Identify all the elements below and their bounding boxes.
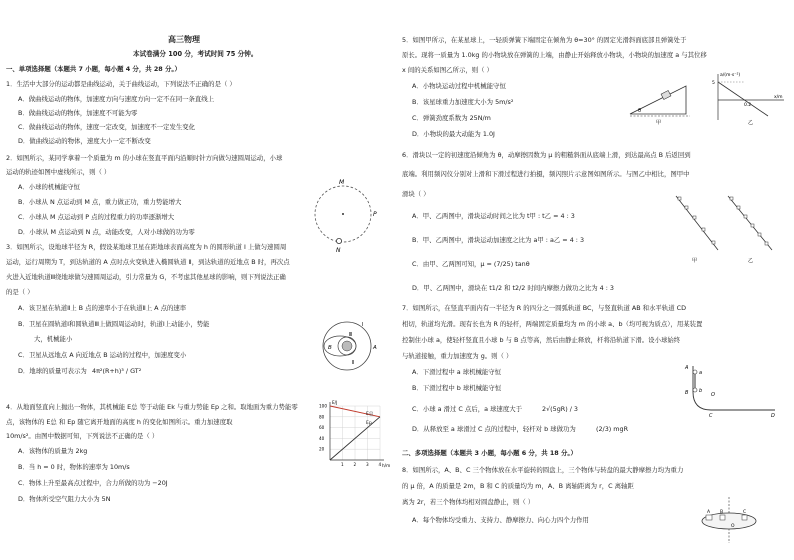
label-b-ball: b: [699, 388, 703, 394]
label-a-axis: a/(m·s⁻²): [720, 73, 741, 78]
question-4-stem-line-1: 4．从地面竖直向上抛出一物体，其机械能 E总 等于动能 Ek 与重力势能 Ep 之和。取地面为重力势能零: [6, 403, 298, 411]
question-5-incline-figure: [626, 80, 696, 126]
x-tick-label: 4: [378, 462, 382, 467]
block-c: [742, 515, 747, 520]
question-3-option-d: D．地球的质量可表示为: [18, 367, 87, 375]
question-5-stem-line-3: x 间的关系如图乙所示，则（ ）: [402, 66, 493, 74]
question-3-option-c: C．卫星从远地点 A 向近地点 B 运动的过程中，加速度变小: [18, 351, 187, 359]
x-tick-label: 3: [366, 462, 369, 467]
block-a: [706, 515, 712, 520]
series-label-0: E总: [366, 411, 374, 417]
question-5-stem-line-1: 5．如图甲所示，在某星球上，一轻质弹簧下端固定在倾角为 θ=30° 的固定光滑斜面底部且弹簧处于: [402, 36, 687, 44]
question-4-option-b: B．当 h = 0 时，物体的速率为 10m/s: [18, 463, 130, 471]
question-8-stem-line-2: 的 μ 倍，A 的质量是 2m，B 和 C 的质量均为 m，A、B 离轴距离为 r，C 离轴距: [402, 482, 634, 490]
y-axis-label: E/J: [332, 400, 338, 405]
page-subtitle: 本试卷满分 100 分，考试时间 75 分钟。: [133, 50, 258, 58]
question-5-option-c: C．弹簧劲度系数为 25N/m: [412, 114, 491, 122]
question-7-option-d: D．从释放至 a 球滑过 C 点的过程中，轻杆对 b 球做功为: [412, 425, 576, 433]
question-8-stem-line-1: 8．如图所示，A、B、C 三个物体放在水平旋转的圆盘上，三个物体与转盘的最大静摩擦力均为重力: [402, 466, 684, 474]
label-c: C: [709, 413, 713, 419]
question-2-option-b: B．小球从 N 点运动到 M 点，重力做正功，重力势能增大: [18, 198, 182, 206]
ball-a: [693, 370, 697, 374]
question-7-option-c-formula: 2√(5gR) / 3: [542, 405, 578, 413]
question-7-option-c: C．小球 a 滑过 C 点后，a 球速度大于: [412, 405, 522, 413]
label-p: P: [373, 211, 377, 218]
question-5-graph-figure: [708, 70, 788, 126]
question-8-option-a: A．每个物体均受重力、支持力、静摩擦力、向心力四个力作用: [412, 516, 589, 524]
question-2-circle-figure: [305, 176, 381, 252]
label-a: A: [373, 345, 377, 351]
question-6-option-c: C．由甲、乙两图可知，μ = (7/25) tanθ: [412, 260, 530, 268]
question-2-stem-line-1: 2．如图所示，某同学拿着一个质量为 m 的小球在竖直平面内沿顺时针方向做匀速圆周运动，小球: [6, 154, 283, 162]
question-3-stem-line-1: 3．如图所示，设地球半径为 R，假设某地球卫星在距地球表面高度为 h 的圆形轨道 Ⅰ 上做匀速圆周: [6, 243, 287, 251]
question-5-stem-line-2: 原长。现将一质量为 1.0kg 的小物块放在弹簧的上端，由静止开始释放小物块，小物块的加速度 a 与其位移: [402, 51, 707, 59]
label-yi: 乙: [748, 120, 754, 126]
question-5-option-b: B．该星球重力加速度大小为 5m/s²: [412, 98, 514, 106]
question-7-track-figure: [683, 362, 783, 418]
a-x-line: [718, 82, 768, 116]
label-c: C: [743, 510, 747, 515]
label-orbit-3: Ⅲ: [349, 332, 353, 338]
question-3-orbit-figure: [312, 314, 382, 378]
question-7-option-b: B．下滑过程中 b 球机械能守恒: [412, 384, 502, 392]
question-3-stem-line-3: 火进入近地轨道Ⅲ绕地球做匀速圆周运动，引力常量为 G，不考虑其他星球的影响，则下列说法正确: [6, 273, 286, 281]
question-6-stem-line-3: 滑块（ ）: [402, 190, 430, 198]
question-6-flash-figure: [668, 190, 788, 266]
question-1-option-b: B．做曲线运动的物体，加速度不可能为零: [18, 109, 138, 117]
left-column: [0, 0, 396, 560]
question-2-stem-line-2: 运动的轨迹如图中虚线所示，则（ ）: [6, 168, 111, 176]
slope-jia: [676, 196, 718, 250]
y-tick-label: 60: [319, 425, 325, 431]
label-a-ball: a: [699, 370, 703, 376]
label-0-2: 0.2: [744, 103, 752, 108]
label-jia: 甲: [692, 258, 698, 264]
section-heading-1: 一、单项选择题（本题共 7 小题，每小题 4 分，共 28 分。）: [6, 65, 181, 73]
question-3-option-d-formula: 4π²(R+h)³ / GT²: [92, 367, 142, 375]
label-orbit-1: Ⅰ: [362, 322, 364, 328]
question-5-option-d: D．小物块的最大动能为 1.0J: [412, 130, 495, 138]
question-6-stem-line-2: 底端。利用频闪仪分别对上滑和下滑过程进行拍摄，频闪照片示意图如图所示。与图乙中相比，图甲中: [402, 170, 690, 178]
x-axis-label: h/m: [382, 463, 391, 468]
earth-icon: [342, 341, 352, 351]
question-1-option-d: D．做曲线运动的物体，速度大小一定不断改变: [18, 137, 151, 145]
label-n: N: [336, 247, 341, 254]
label-a: A: [707, 510, 711, 515]
question-6-option-a: A．甲、乙两图中，滑块运动时间之比为 t甲 : t乙 = 4 : 3: [412, 212, 575, 220]
ball-marker: [336, 238, 341, 243]
right-column: [398, 0, 794, 560]
question-4-stem-line-3: 10m/s²。由图中数据可知，下列说法不正确的是（ ）: [6, 432, 159, 440]
question-3-stem-line-4: 的是（ ）: [6, 288, 34, 296]
label-b: B: [720, 510, 724, 515]
question-4-option-a: A．该物体的质量为 2kg: [18, 447, 88, 455]
question-3-stem-line-2: 运动，运行周期为 T，到达轨道的 A 点时点火变轨进入椭圆轨道 Ⅱ，到达轨道的近地点 B 时，再次点: [6, 258, 290, 266]
question-2-option-a: A．小球的机械能守恒: [18, 183, 80, 191]
flash-blocks-jia: [678, 197, 715, 244]
label-m: M: [339, 179, 345, 186]
label-orbit-2: Ⅱ: [352, 360, 355, 366]
question-6-option-b: B．甲、乙两图中，滑块运动加速度之比为 a甲 : a乙 = 4 : 3: [412, 236, 585, 244]
label-theta: θ: [638, 108, 642, 114]
question-7-option-a: A．下滑过程中 a 球机械能守恒: [412, 368, 502, 376]
center-point: [342, 213, 344, 215]
label-jia: 甲: [656, 120, 662, 126]
label-a-point: A: [685, 365, 689, 371]
question-7-stem-line-2: 相切，轨道均光滑。现有长也为 R 的轻杆，两端固定质量均为 m 的小球 a、b（均可视为质点），用某装置: [402, 320, 703, 328]
question-7-stem-line-1: 7．如图所示，在竖直平面内有一半径为 R 的四分之一圆弧轨道 BC，与竖直轨道 AB 和水平轨道 CD: [402, 304, 687, 312]
question-2-option-d: D．小球从 M 点运动到 N 点，动能改变，人对小球做的功为零: [18, 228, 195, 236]
question-5-option-a: A．小物块运动过程中机械能守恒: [412, 82, 506, 90]
y-tick-label: 100: [319, 403, 327, 409]
question-1-stem: 1．生活中大部分的运动都是曲线运动，关于曲线运动，下列说法不正确的是（ ）: [6, 80, 236, 88]
question-4-energy-chart: [316, 398, 391, 470]
question-4-option-d: D．物体所受空气阻力大小为 5N: [18, 495, 111, 503]
question-7-option-d-formula: (2/3) mgR: [596, 425, 629, 433]
question-4-option-c: C．物体上升至最高点过程中，合力所做的功为 −20J: [18, 479, 168, 487]
ball-b: [693, 388, 697, 392]
label-o: O: [731, 524, 735, 529]
question-7-stem-line-3: 控制住小球 a，使轻杆竖直且小球 b 与 B 点等高，然后由静止释放，杆将沿轨道下滑。设小球始终: [402, 336, 681, 344]
question-2-option-c: C．小球从 M 点运动到 P 点的过程重力的功率逐渐增大: [18, 213, 175, 221]
x-tick-label: 2: [353, 462, 357, 467]
x-tick-label: 1: [341, 462, 344, 467]
question-6-option-d: D．甲、乙两图中，滑块在 t1/2 和 t2/2 时间内摩擦力做功之比为 4 : 3: [412, 284, 614, 292]
y-tick-label: 20: [319, 446, 325, 452]
series-label-1: Ep: [366, 420, 372, 426]
y-tick-label: 80: [319, 414, 325, 420]
question-8-stem-line-3: 离为 2r，若三个物体均相对圆盘静止，则（ ）: [402, 498, 535, 506]
question-6-stem-line-1: 6．滑块以一定的初速度沿倾角为 θ，动摩擦因数为 μ 的粗糙斜面从底端上滑，到达最高点 B 后返回到: [402, 151, 691, 159]
label-b-point: B: [685, 390, 689, 396]
label-d: D: [771, 413, 775, 419]
label-5: 5: [712, 81, 715, 86]
label-b: B: [328, 345, 332, 351]
y-tick-label: 40: [319, 435, 325, 441]
question-1-option-a: A．做曲线运动的物体，加速度方向与速度方向一定不在同一条直线上: [18, 95, 215, 103]
question-3-option-a: A．该卫星在轨道Ⅱ上 B 点的速率小于在轨道Ⅱ上 A 点的速率: [18, 304, 187, 312]
section-heading-2: 二、多项选择题（本题共 3 小题，每小题 6 分，共 18 分。）: [402, 449, 577, 457]
question-3-option-b-cont: 大，机械能小: [34, 335, 73, 343]
question-7-stem-line-4: 与轨道接触，重力加速度为 g。则（ ）: [402, 352, 513, 360]
label-x-axis: x/m: [774, 95, 783, 100]
track: [693, 366, 775, 410]
block-b: [720, 515, 725, 520]
question-4-stem-line-2: 点，该物体的 E总 和 Ep 随它离开地面的高度 h 的变化如图所示。重力加速度取: [6, 418, 233, 426]
question-1-option-c: C．做曲线运动的物体，速度一定改变，加速度不一定发生变化: [18, 123, 196, 131]
question-3-option-b: B．卫星在圆轨道Ⅰ和圆轨道Ⅲ上做圆周运动时，轨道Ⅰ上动能小，势能: [18, 320, 210, 328]
page-title: 高三物理: [168, 35, 200, 44]
label-o: O: [711, 392, 715, 398]
question-8-turntable-figure: [698, 497, 760, 545]
label-yi: 乙: [748, 258, 754, 264]
